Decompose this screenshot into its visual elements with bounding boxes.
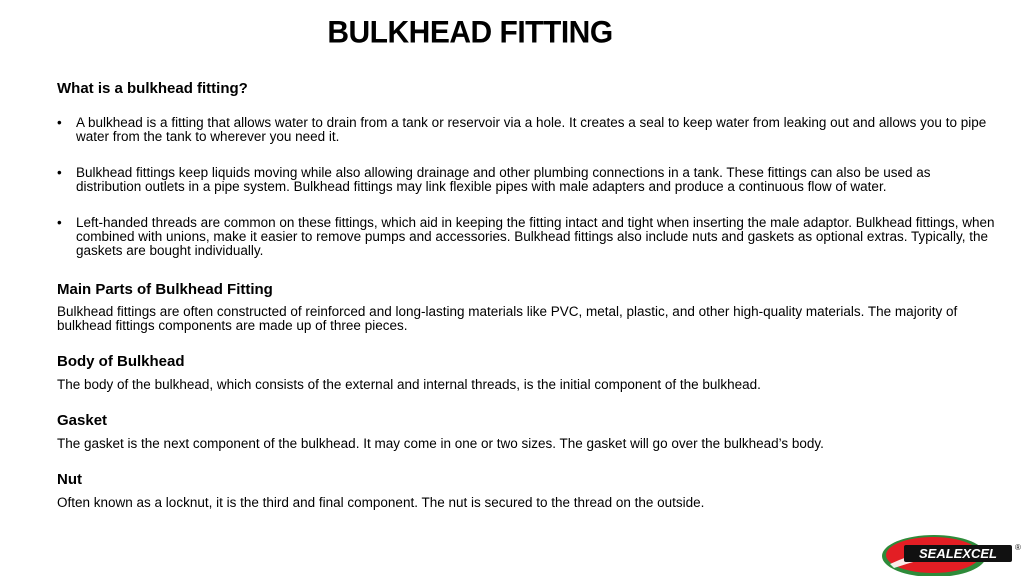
section-heading: Main Parts of Bulkhead Fitting [57, 281, 273, 298]
section-text: The body of the bulkhead, which consists of the external and internal threads, is the initial component of the bulkhead. [57, 377, 761, 392]
section-heading: Body of Bulkhead [57, 353, 185, 370]
section-gasket [57, 411, 997, 451]
bullet-dot: • [57, 115, 62, 130]
bullet-item [57, 216, 997, 258]
bullet-item [57, 166, 997, 194]
document-body [57, 80, 997, 510]
section-heading: Nut [57, 471, 82, 488]
section-text: The gasket is the next component of the bulkhead. It may come in one or two sizes. The gasket will go over the bulkhead’s body. [57, 436, 824, 451]
bullet-dot: • [57, 215, 62, 230]
question-heading: What is a bulkhead fitting? [57, 80, 248, 97]
section-body [57, 352, 997, 392]
section-heading: Gasket [57, 412, 108, 429]
section-nut [57, 470, 997, 510]
sealexcel-logo [882, 534, 1024, 576]
bullet-dot: • [57, 165, 62, 180]
bullet-text: Left-handed threads are common on these fittings, which aid in keeping the fitting intact and tight when inserting the male adaptor. Bulkhead fittings, when combined with unions, make it easier to remove pumps and accessories. Bulkhead fittings also include nuts and gaskets as optional extras. Typically, the gaskets are bought individually. [76, 215, 995, 258]
bullet-text: A bulkhead is a fitting that allows water to drain from a tank or reservoir via a hole. It creates a seal to keep water from leaking out and allows you to pipe water from the tank to wherever you need it. [76, 115, 987, 144]
section-text: Often known as a locknut, it is the third and final component. The nut is secured to the thread on the outside. [57, 495, 705, 510]
logo-registered-mark: ® [1015, 543, 1021, 552]
section-text: Bulkhead fittings are often constructed of reinforced and long-lasting materials like PVC, metal, plastic, and other high-quality materials. The majority of bulkhead fittings components are made up of three pieces. [57, 304, 958, 333]
section-main-parts [57, 280, 997, 333]
bullet-text: Bulkhead fittings keep liquids moving while also allowing drainage and other plumbing connections in a tank. These fittings can also be used as distribution outlets in a pipe system. Bulkhead fittings may link flexible pipes with male adapters and produce a continuous flow of water. [76, 165, 931, 194]
page-title: BULKHEAD FITTING [327, 15, 613, 50]
logo-text: SEALEXCEL [918, 546, 998, 561]
bullet-item [57, 116, 997, 144]
bullet-list [57, 116, 997, 258]
